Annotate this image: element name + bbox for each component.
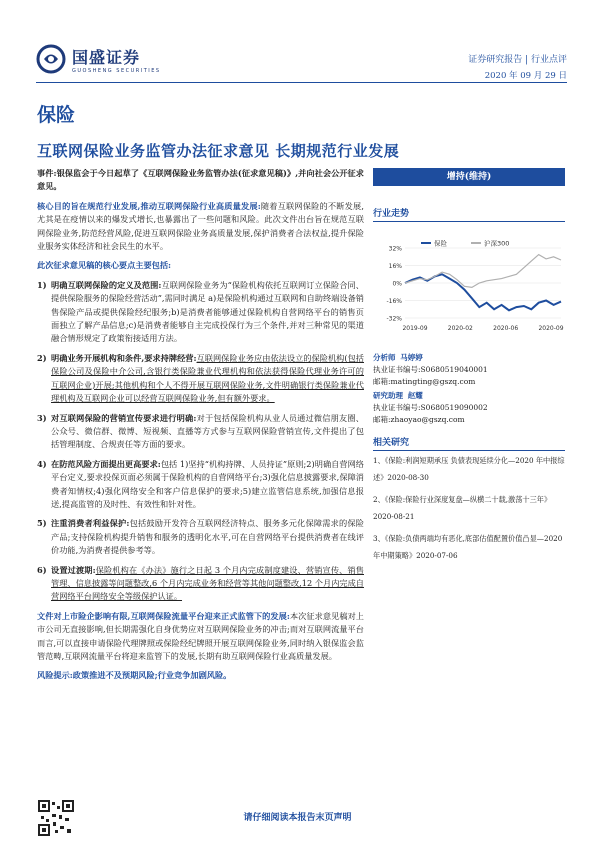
purpose-lead: 核心目的旨在规范行业发展,推动互联网保险行业高质量发展:	[37, 200, 261, 211]
related-item[interactable]: 3、《保险:负债两端均有恶化,底部估值配置价值凸显—2020 年中期策略》2020-07-06	[373, 534, 563, 560]
analyst-heading	[373, 345, 565, 347]
event-label: 事件:	[37, 168, 57, 178]
cert-label: 执业证书编号:	[373, 365, 421, 374]
main-body	[37, 167, 364, 689]
point-text: 互联网保险业务应由依法设立的保险机构(包括保险公司及保险中介公司,含银行类保险兼业代理机构和依法获得保险代理业务许可的互联网企业)开展;其他机构和个人不得开展互联网保险业务,文件明确银行类保险兼业代理机构及互联网企业可以经营互联网保险业务,但有额外要求。	[51, 352, 364, 404]
y-tick-label: 32%	[388, 245, 402, 253]
x-tick-label: 2020-02	[447, 325, 473, 332]
logo-emblem-icon	[36, 44, 66, 74]
y-tick-label: 16%	[388, 263, 402, 270]
point-number: 4)	[37, 458, 47, 469]
point-number: 2)	[37, 352, 47, 363]
risk-text: 政策推进不及预期风险;行业竞争加剧风险。	[72, 670, 232, 681]
event-paragraph	[37, 167, 364, 194]
trend-heading: 行业走势	[373, 206, 565, 222]
point-lead: 在防范风险方面提出更高要求:	[51, 458, 161, 469]
analyst-name: 赵耀	[407, 391, 423, 400]
report-title: 互联网保险业务监管办法征求意见 长期规范行业发展	[37, 142, 400, 160]
point-lead: 明确业务开展机构和条件,要求持牌经营:	[51, 352, 197, 363]
legend-label: 沪深300	[484, 239, 510, 248]
x-tick-label: 2020-06	[493, 325, 519, 332]
risk-paragraph	[37, 669, 364, 682]
point-item	[37, 412, 364, 452]
related-item[interactable]: 1、《保险:利润短期承压 负债表现延续分化—2020 年中报综述》2020-08-30	[373, 456, 565, 482]
event-text: 银保监会于今日起草了《互联网保险业务监管办法(征求意见稿)》,并向社会公开征求意见。	[37, 168, 364, 192]
cert-label: 执业证书编号:	[373, 403, 421, 412]
analyst-name: 马婷婷	[400, 353, 423, 362]
point-item	[37, 352, 364, 406]
point-lead: 设置过渡期:	[51, 564, 96, 575]
point-lead: 注重消费者利益保护:	[51, 518, 130, 529]
risk-lead: 风险提示:	[37, 670, 73, 681]
point-text: 包括鼓励开发符合互联网经济特点、服务多元化保障需求的保险产品;支持保险机构提升销售和服务的透明化水平,可在自营网络平台提供消费者在线评价功能,为消费者提供参考等。	[51, 518, 364, 556]
point-number: 3)	[37, 412, 47, 423]
rating-badge: 增持(维持)	[373, 168, 565, 186]
logo-text: 国盛证券	[72, 47, 141, 67]
analyst-email[interactable]: matingting@gszq.com	[390, 377, 476, 386]
point-text: 包括 1)坚持“机构持牌、人员持证”原则;2)明确自营网络平台定义,要求投保页面必须属于保险机构的自营网络平台;3)强化信息披露要求,保障消费者知情权;4)强化网络安全和客户信息保护的要求;5)建立监管信息系统,加强信息报送,提高监管的及时性、有效性和针对性。	[51, 458, 364, 509]
point-lead: 明确互联网保险的定义及范围:	[51, 279, 162, 290]
email-label: 邮箱:	[373, 415, 391, 424]
x-tick-label: 2019-09	[402, 325, 428, 332]
email-label: 邮箱:	[373, 377, 391, 386]
header-divider	[36, 82, 567, 83]
related-research-list	[373, 453, 565, 570]
footer-disclaimer: 请仔细阅读本报告末页声明	[243, 813, 352, 823]
report-date: 2020 年 09 月 29 日	[484, 71, 567, 81]
industry-trend-chart	[373, 238, 565, 334]
analyst-role: 分析师	[373, 353, 396, 362]
legend-label: 保险	[434, 239, 447, 248]
y-tick-label: -32%	[386, 315, 402, 323]
sector-name: 保险	[37, 104, 76, 126]
x-tick-label: 2020-09	[538, 325, 564, 332]
point-number: 6)	[37, 564, 47, 575]
cert-number: S0680519040001	[420, 365, 488, 374]
point-text: 对于包括保险机构从业人员通过微信朋友圈、公众号、微信群、微博、短视频、直播等方式参与互联网保险营销宣传,文件提出了包括管理制度、合规责任等方面的要求。	[51, 412, 364, 450]
purpose-text: 随着互联网保险的不断发展,尤其是在疫情以来的爆发式增长,也暴露出了一些问题和风险。此次文件出台旨在规范互联网保险业务,防范经营风险,促进互联网保险业务高质量发展,保护消费者合法权益,提升保险业服务实体经济和社会民生的水平。	[37, 200, 365, 252]
report-type: 证券研究报告 | 行业点评	[468, 55, 567, 65]
company-logo	[36, 44, 161, 74]
point-text: 保险机构在《办法》施行之日起 3 个月内完成制度建设、营销宣传、销售管理、信息披露等问题整改,6 个月内完成业务和经营等其他问题整改,12 个月内完成自营网络平台网络安全等级保护认证。	[51, 564, 364, 602]
point-item	[37, 458, 364, 512]
analyst-role: 研究助理	[373, 391, 403, 400]
point-lead: 对互联网保险的营销宣传要求进行明确:	[51, 412, 197, 423]
analyst-block	[373, 352, 565, 426]
point-item	[37, 517, 364, 557]
point-text: 互联网保险业务为“保险机构依托互联网订立保险合同、提供保险服务的保险经营活动”,需同时满足 a)是保险机构通过互联网和自助终端设备销售保险产品或提供保险经纪服务;b)是消费者能够通过保险机构自营网络平台的销售页面独立了解产品信息;c)是消费者能够自主完成投保行为三个条件,并对三种常见的渠道融合情形规定了政策衔接适用方法。	[51, 279, 364, 344]
point-item	[37, 279, 364, 346]
impact-paragraph	[37, 610, 364, 664]
y-tick-label: -16%	[386, 298, 402, 305]
impact-lead: 文件对上市险企影响有限,互联网保险流量平台迎来正式监管下的发展:	[37, 610, 290, 621]
impact-text: 本次征求意见稿对上市公司无直接影响,但长期需强化自身优势应对互联网保险业务的冲击;而对互联网流量平台而言,可以直接申请保险代理牌照或保险经纪牌照开展互联网保险业务,同时纳入银保监会监管范畴,互联网流量平台将迎来监管下的发展,长期有助互联网保险行业高质量发展。	[37, 610, 364, 661]
core-heading: 此次征求意见稿的核心要点主要包括:	[37, 260, 172, 271]
y-tick-label: 0%	[392, 280, 402, 288]
logo-english-text: GUOSHENG SECURITIES	[72, 67, 161, 74]
related-heading: 相关研究	[373, 435, 565, 451]
point-number: 5)	[37, 518, 47, 529]
series-line	[405, 255, 561, 288]
cert-number: S0680519090002	[420, 403, 488, 412]
point-number: 1)	[37, 279, 47, 290]
purpose-paragraph	[37, 200, 364, 254]
point-item	[37, 564, 364, 604]
analyst-email[interactable]: zhaoyao@gszq.com	[390, 415, 465, 424]
related-item[interactable]: 2、《保险:保险行业深度复盘—纵横二十载,激荡十三年》2020-08-21	[373, 495, 552, 521]
